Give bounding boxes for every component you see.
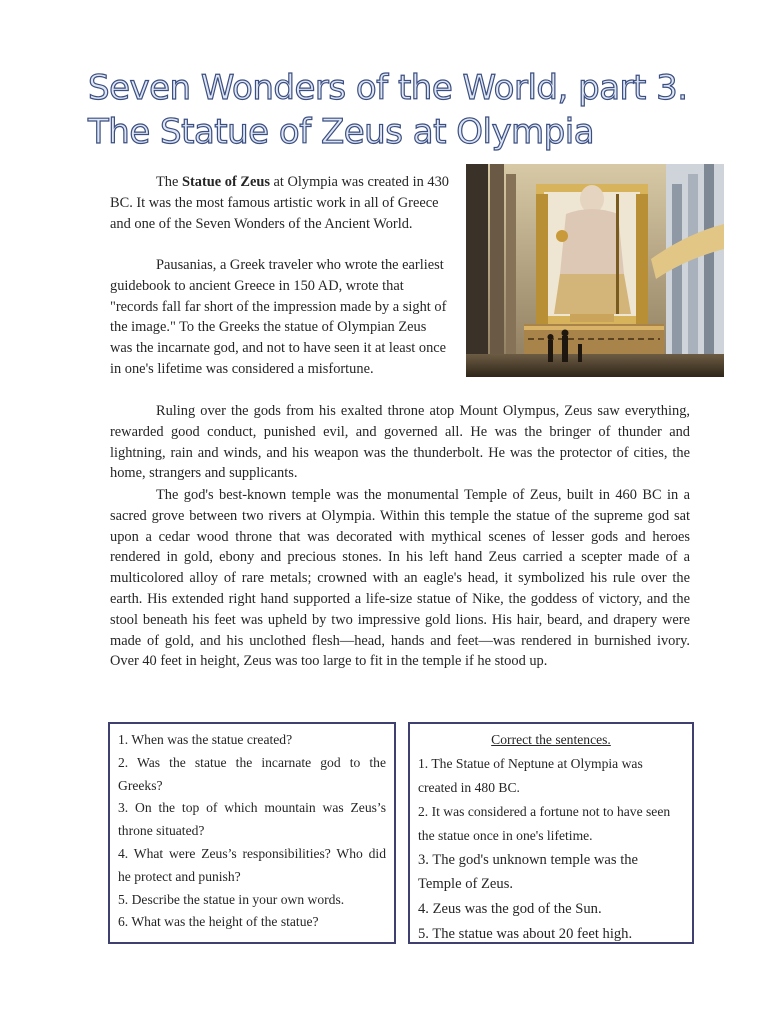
intro-paragraph: The Statue of Zeus at Olympia was created in 430 BC. It was the most famous artistic work in all of Greece and one of the Seven Wonders of the Ancient World. — [110, 174, 449, 232]
question-item: 6. What was the height of the statue? — [118, 914, 319, 930]
temple-paragraph: The god's best-known temple was the monumental Temple of Zeus, built in 460 BC in a sacred grove between two rivers at Olympia. Within this temple the statue of the supreme god sat upon a cedar wood throne that was decorated with mythical scenes of lesser gods and heroes rendered in gold, ebony and precious stones. In his left hand Zeus carried a scepter made of a multicolored alloy of rare metals; crowned with an eagle's head, it symbolized his rule over the earth. His extended right hand supported a life-size statue of Nike, the goddess of victory, and the stool beneath his feet was upheld by two impressive gold lions. His hair, beard, and drapery were made of gold, and his unclothed flesh—head, hands and feet—was rendered in burnished ivory. Over 40 feet in height, Zeus was too large to fit in the temple if he stood up. — [110, 487, 690, 670]
title-line-2: The Statue of Zeus at Olympia — [88, 112, 595, 152]
correction-item: 4. Zeus was the god of the Sun. — [418, 900, 602, 917]
question-item: 3. On the top of which mountain was Zeus’s throne situated? — [118, 800, 386, 839]
questions-list — [118, 729, 386, 934]
statue-of-zeus-bold: Statue of Zeus — [181, 174, 270, 190]
pausanias-paragraph: Pausanias, a Greek traveler who wrote the earliest guidebook to ancient Greece in 150 AD, wrote that "records fall far short of the impression made by a sight of the image." To the Greeks the statue of Olympian Zeus was the incarnate god, and not to have seen it at least once in one's lifetime was considered a misfortune. — [110, 257, 447, 377]
question-item: 2. Was the statue the incarnate god to the Greeks? — [118, 754, 386, 793]
correction-item: 3. The god's unknown temple was the Temple of Zeus. — [418, 851, 639, 893]
corrections-list — [418, 752, 684, 946]
question-item: 4. What were Zeus’s responsibilities? Who did he protect and punish? — [118, 845, 386, 884]
correction-item: 1. The Statue of Neptune at Olympia was created in 480 BC. — [418, 755, 643, 795]
page-title — [88, 66, 728, 154]
corrections-heading: Correct the sentences. — [491, 732, 611, 747]
zeus-role-paragraph: Ruling over the gods from his exalted throne atop Mount Olympus, Zeus saw everything, rewarded good conduct, punished evil, and governed all. He was the bringer of thunder and lightning, rain and winds, and his weapon was the thunderbolt. He was the protector of cities, the home, strangers and supplicants. — [110, 403, 690, 482]
questions-box — [108, 722, 396, 944]
question-item: 5. Describe the statue in your own words. — [118, 891, 345, 907]
corrections-box — [408, 722, 694, 944]
question-item: 1. When was the statue created? — [118, 732, 293, 747]
statue-of-zeus-illustration-icon — [466, 164, 724, 377]
statue-of-zeus-image — [466, 164, 724, 377]
correction-item: 5. The statue was about 20 feet high. — [418, 925, 633, 942]
correction-item: 2. It was considered a fortune not to have seen the statue once in one's lifetime. — [418, 803, 671, 843]
title-line-1: Seven Wonders of the World, part 3. — [88, 68, 688, 108]
